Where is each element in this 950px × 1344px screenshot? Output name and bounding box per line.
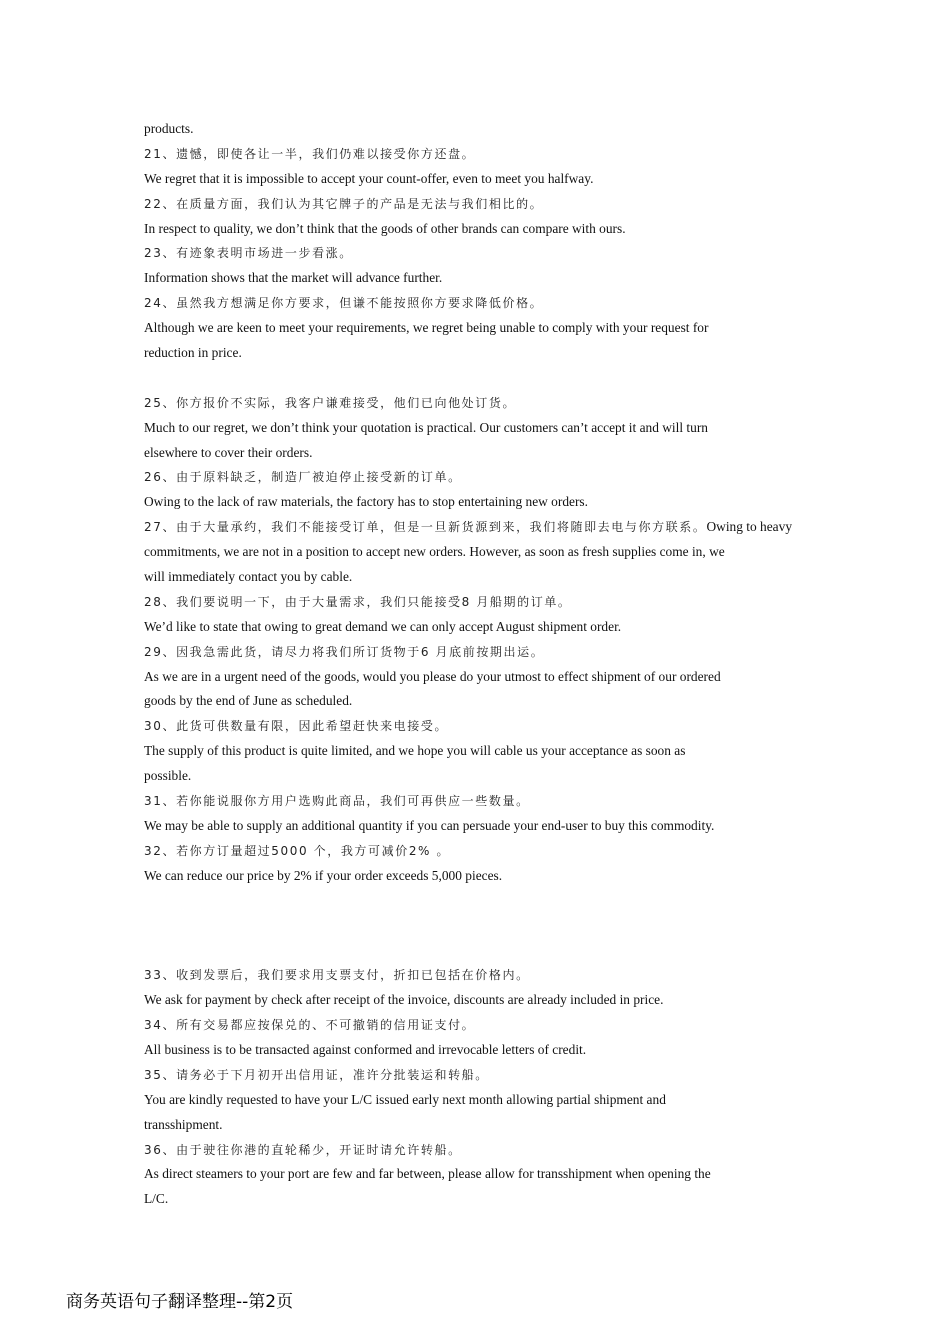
chinese-sentence: 21、遗憾，即使各让一半，我们仍难以接受你方还盘。	[144, 146, 476, 161]
english-sentence: L/C.	[144, 1191, 169, 1207]
english-sentence: Owing to the lack of raw materials, the factory has to stop entertaining new orders.	[144, 494, 588, 510]
english-sentence: possible.	[144, 768, 192, 784]
english-sentence: goods by the end of June as scheduled.	[144, 693, 353, 709]
paragraph-spacer	[144, 938, 824, 963]
paragraph-spacer	[144, 914, 824, 939]
english-sentence: products.	[144, 121, 194, 136]
chinese-sentence: 33、收到发票后，我们要求用支票支付，折扣已包括在价格内。	[144, 968, 530, 983]
english-sentence: We can reduce our price by 2% if your order exceeds 5,000 pieces.	[144, 867, 503, 883]
chinese-sentence: 31、若你能说服你方用户选购此商品，我们可再供应一些数量。	[144, 794, 530, 809]
english-sentence: will immediately contact you by cable.	[144, 569, 353, 585]
text-line-mixed	[144, 515, 824, 540]
english-sentence: We may be able to supply an additional quantity if you can persuade your end-user to buy this commodity.	[144, 817, 715, 833]
chinese-sentence: 29、因我急需此货，请尽力将我们所订货物于6 月底前按期出运。	[144, 644, 545, 659]
english-sentence: We’d like to state that owing to great demand we can only accept August shipment order.	[144, 618, 622, 634]
chinese-sentence: 24、虽然我方想满足你方要求，但谦不能按照你方要求降低价格。	[144, 296, 544, 311]
english-sentence: As we are in a urgent need of the goods, would you please do your utmost to effect shipment of our ordered	[144, 668, 721, 684]
chinese-sentence: 28、我们要说明一下，由于大量需求，我们只能接受8 月船期的订单。	[144, 594, 572, 609]
english-sentence: commitments, we are not in a position to accept new orders. However, as soon as fresh supplies come in, we	[144, 544, 725, 560]
page-footer: 商务英语句子翻译整理--第2页	[66, 1292, 294, 1312]
english-sentence: Owing to heavy	[706, 519, 793, 535]
english-sentence: transshipment.	[144, 1116, 223, 1132]
english-sentence: We ask for payment by check after receipt of the invoice, discounts are already included in price.	[144, 992, 664, 1008]
chinese-sentence: 27、由于大量承约，我们不能接受订单，但是一旦新货源到来，我们将随即去电与你方联系。	[144, 520, 707, 535]
chinese-sentence: 23、有迹象表明市场进一步看涨。	[144, 246, 353, 261]
english-sentence: In respect to quality, we don’t think that the goods of other brands can compare with ours.	[144, 220, 626, 236]
english-sentence: Information shows that the market will advance further.	[144, 270, 443, 286]
chinese-sentence: 34、所有交易都应按保兑的、不可撤销的信用证支付。	[144, 1018, 476, 1033]
chinese-sentence: 32、若你方订量超过5000 个，我方可减价2% 。	[144, 843, 451, 858]
chinese-sentence: 26、由于原料缺乏，制造厂被迫停止接受新的订单。	[144, 470, 462, 485]
english-sentence: Although we are keen to meet your requirements, we regret being unable to comply with your request for	[144, 320, 709, 336]
english-sentence: reduction in price.	[144, 345, 242, 361]
english-sentence: Much to our regret, we don’t think your quotation is practical. Our customers can’t accept it and will turn	[144, 419, 708, 435]
paragraph-spacer	[144, 889, 824, 914]
english-sentence: We regret that it is impossible to accept your count-offer, even to meet you halfway.	[144, 170, 594, 186]
document-body	[144, 117, 824, 1212]
english-sentence: elsewhere to cover their orders.	[144, 444, 313, 460]
chinese-sentence: 25、你方报价不实际，我客户谦难接受，他们已向他处订货。	[144, 395, 517, 410]
chinese-sentence: 36、由于驶往你港的直轮稀少，开证时请允许转船。	[144, 1142, 462, 1157]
english-sentence: You are kindly requested to have your L/C issued early next month allowing partial shipment and	[144, 1091, 666, 1107]
english-sentence: As direct steamers to your port are few and far between, please allow for transshipment when opening the	[144, 1166, 711, 1182]
chinese-sentence: 30、此货可供数量有限，因此希望赶快来电接受。	[144, 719, 449, 734]
english-sentence: All business is to be transacted against conformed and irrevocable letters of credit.	[144, 1041, 587, 1057]
chinese-sentence: 35、请务必于下月初开出信用证，准许分批装运和转船。	[144, 1067, 489, 1082]
english-sentence: The supply of this product is quite limited, and we hope you will cable us your acceptance as soon as	[144, 743, 686, 759]
chinese-sentence: 22、在质量方面，我们认为其它牌子的产品是无法与我们相比的。	[144, 196, 544, 211]
paragraph-spacer	[144, 366, 824, 391]
